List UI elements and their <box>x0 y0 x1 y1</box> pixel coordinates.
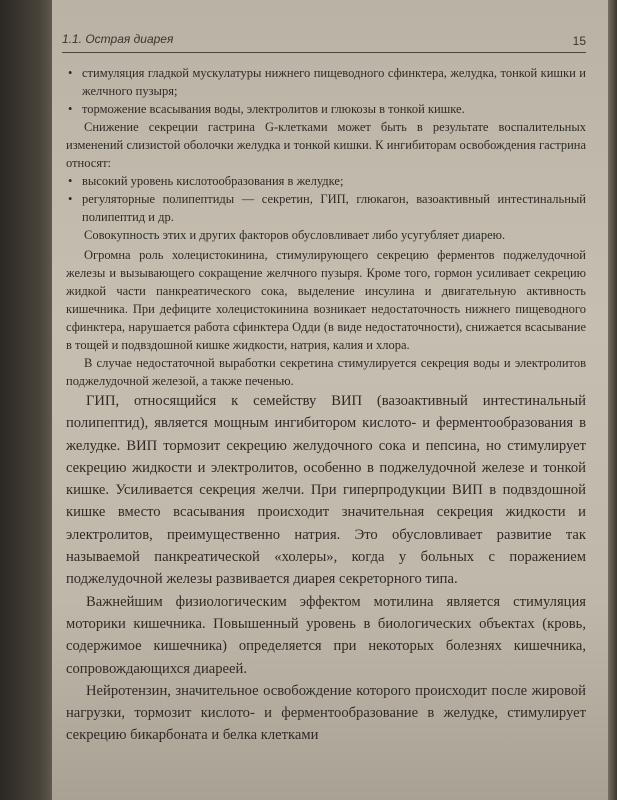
paragraph: В случае недостаточной выработки секретина стимулируется секреция воды и электролитов поджелудочной железой, а также печенью. <box>66 356 586 388</box>
running-head: 1.1. Острая диарея <box>62 32 174 46</box>
list-item <box>66 190 586 226</box>
list-item-text: высокий уровень кислотообразования в желудке; <box>82 174 344 188</box>
page-header <box>62 26 586 53</box>
list-item-text: стимуляция гладкой мускулатуры нижнего пищеводного сфинктера, желудка, тонкой кишки и желчного пузыря; <box>82 66 586 98</box>
bullet-marker: • <box>68 174 73 188</box>
list-item-text: торможение всасывания воды, электролитов и глюкозы в тонкой кишке. <box>82 102 465 116</box>
page-number: 15 <box>572 34 586 48</box>
bullet-marker: • <box>68 102 73 116</box>
list-item <box>66 100 586 118</box>
paragraph: Снижение секреции гастрина G-клетками может быть в результате воспалительных изменений слизистой оболочки желудка и тонкой кишки. К ингибиторам освобождения гастрина относят: <box>66 120 586 170</box>
book-page <box>52 0 608 800</box>
paragraph: ГИП, относящийся к семейству ВИП (вазоактивный интестинальный полипептид), является мощным ингибитором кислото- и ферментообразования в желудке. ВИП тормозит секрецию желудочного сока и пепсина, но стимулирует секрецию жидкости и электролитов, особенно в поджелудочной железе и тонкой кишке. Усиливается секреция желчи. При гиперпродукции ВИП в подвздошной кишке вместо всасывания происходит значительная секреция жидкости и электролитов, преимущественно натрия. Это обусловливает развитие так называемой панкреатической «холеры», когда у больных с поражением поджелудочной железы развивается диарея секреторного типа. <box>66 393 586 588</box>
paragraph: Нейротензин, значительное освобождение которого происходит после жировой нагрузки, тормозит кислото- и ферментообразование в желудке, стимулирует секрецию бикарбоната и белка клетками <box>66 682 586 744</box>
list-item <box>66 172 586 190</box>
page-gutter-shadow <box>0 0 58 800</box>
paragraph: Совокупность этих и других факторов обусловливает либо усугубляет диарею. <box>84 228 506 242</box>
paragraph: Важнейшим физиологическим эффектом мотилина является стимуляция моторики кишечника. Повышенный уровень в биологических объектах (кровь, содержимое кишечника) определяется при некоторых болезнях кишечника, сопровождающихся диареей. <box>66 593 586 677</box>
bullet-marker: • <box>68 66 73 80</box>
list-item <box>66 64 586 100</box>
paragraph: Огромна роль холецистокинина, стимулирующего секрецию ферментов поджелудочной железы и вызывающего сокращение желчного пузыря. Кроме того, гормон усиливает секрецию жидкой части панкреатического сока, выделение инсулина и двигательную активность кишечника. При дефиците холецистокинина возникает недостаточность нижнего пищеводного сфинктера, нарушается работа сфинктера Одди (в виде недостаточности), снижается всасывание в тощей и подвздошной кишке жидкости, натрия, калия и хлора. <box>66 248 586 352</box>
body-text <box>66 64 586 747</box>
list-item-text: регуляторные полипептиды — секретин, ГИП, глюкагон, вазоактивный интестинальный полипептид и др. <box>82 192 586 224</box>
bullet-marker: • <box>68 192 73 206</box>
